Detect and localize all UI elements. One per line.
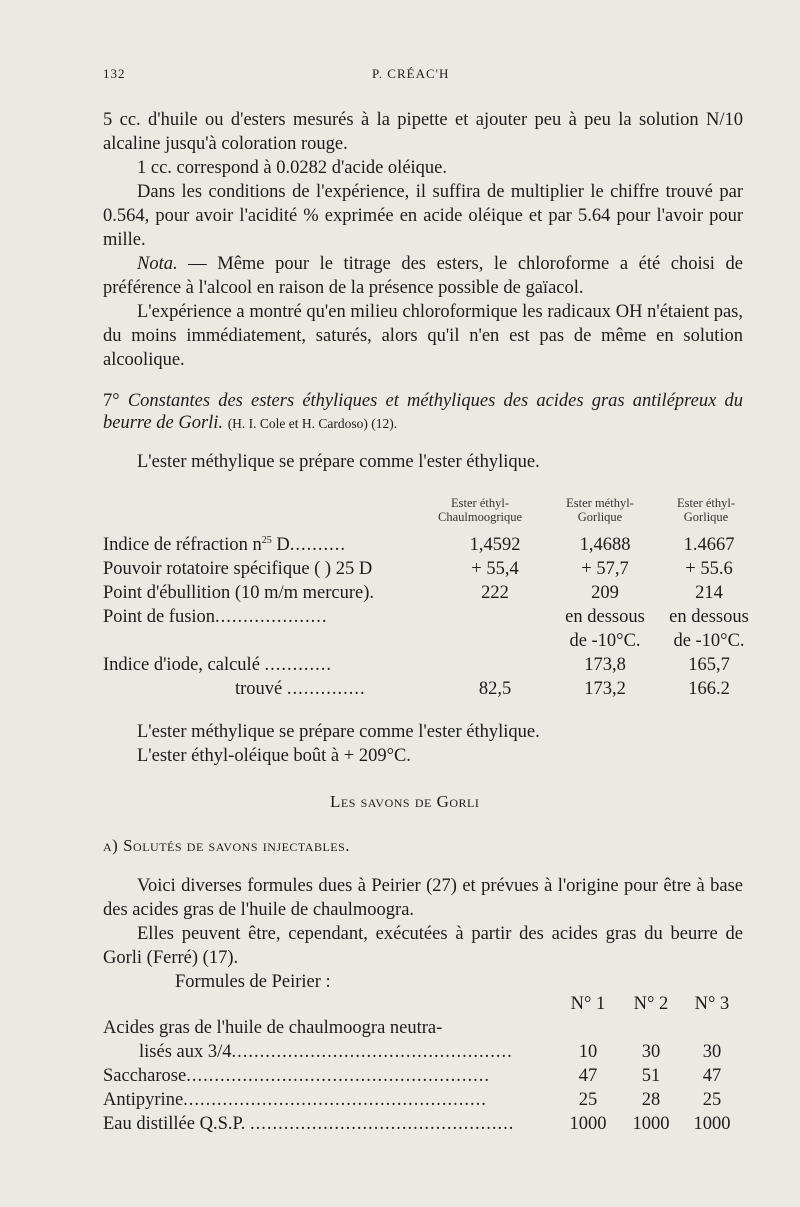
- table-row: Saccharose...................................................... 47 51 47: [103, 1066, 722, 1086]
- page-number: 132: [103, 66, 126, 81]
- table-row: Pouvoir rotatoire spécifique ( ) 25 D + 55,4 + 57,7 + 55.6: [103, 559, 733, 579]
- section-7-intro: L'ester méthylique se prépare comme l'ester éthylique.: [137, 452, 540, 472]
- table-row: Point d'ébullition (10 m/m mercure). 222 209 214: [103, 583, 723, 603]
- col-header-2: Ester méthyl- Gorlique: [566, 496, 634, 524]
- note-2: L'ester éthyl-oléique boût à + 209°C.: [137, 746, 411, 766]
- paragraph-3: Dans les conditions de l'expérience, il suffira de multiplier le chiffre trouvé par 0.564, pour avoir l'acidité % exprimée en acide oléique et par 5.64 pour l'avoir pour mille.: [103, 182, 743, 251]
- nota-label: Nota.: [137, 254, 178, 274]
- table-row: lisés aux 3/4.................................................. 10 30 30: [139, 1042, 722, 1062]
- running-title: P. CRÉAC'H: [372, 66, 450, 81]
- table-row: de -10°C. de -10°C.: [569, 631, 745, 651]
- section-7-citation: (H. I. Cole et H. Cardoso) (12).: [227, 416, 398, 431]
- col-header-3: Ester éthyl- Gorlique: [677, 496, 735, 524]
- section-heading-savons: Les savons de Gorli: [330, 792, 480, 811]
- table-row: Antipyrine...................................................... 25 28 25: [103, 1090, 722, 1110]
- formulas-header-row: N° 1 N° 2 N° 3: [570, 994, 730, 1014]
- table-row: Indice d'iode, calculé ............ 173,8 165,7: [103, 655, 730, 675]
- paragraph-2: 1 cc. correspond à 0.0282 d'acide oléique.: [137, 158, 448, 178]
- table-row: Acides gras de l'huile de chaulmoogra neutra-: [103, 1018, 443, 1038]
- table-row: Eau distillée Q.S.P. ............................................... 1000 1000 1000: [103, 1114, 731, 1134]
- paragraph-5: L'expérience a montré qu'en milieu chloroformique les radicaux OH n'étaient pas, du moins immédiatement, saturés, alors qu'il n'en est pas de même en solution alcoolique.: [103, 302, 743, 371]
- paragraph-4: [103, 252, 743, 300]
- section-7-heading: [103, 390, 743, 435]
- note-1: L'ester méthylique se prépare comme l'ester éthylique.: [137, 722, 540, 742]
- subsection-a-heading: a) Solutés de savons injectables.: [103, 836, 351, 855]
- table-row: Point de fusion.................... en dessous en dessous: [103, 607, 749, 627]
- table-row: trouvé .............. 82,5 173,2 166.2: [235, 679, 730, 699]
- savons-paragraph-2: Elles peuvent être, cependant, exécutées à partir des acides gras du beurre de Gorli (Ferré) (17).: [103, 924, 743, 969]
- formules-label: Formules de Peirier :: [175, 972, 331, 992]
- paragraph-4-text: — Même pour le titrage des esters, le chloroforme a été choisi de préférence à l'alcool en raison de la présence possible de gaïacol.: [103, 254, 743, 299]
- table-row: Indice de réfraction $n^{25}$ D.......... 1,4592 1,4688 1.4667: [103, 535, 735, 556]
- col-header-1: Ester éthyl- Chaulmoogrique: [437, 496, 522, 524]
- section-7-title: Constantes des esters éthyliques et méthyliques des acides gras antilépreux du beurre de Gorli.: [103, 391, 744, 433]
- section-7-number: 7°: [103, 391, 120, 411]
- paragraph-1: 5 cc. d'huile ou d'esters mesurés à la pipette et ajouter peu à peu la solution N/10 alcaline jusqu'à coloration rouge.: [103, 110, 743, 155]
- savons-paragraph-1: Voici diverses formules dues à Peirier (27) et prévues à l'origine pour être à base des acides gras de l'huile de chaulmoogra.: [103, 876, 743, 921]
